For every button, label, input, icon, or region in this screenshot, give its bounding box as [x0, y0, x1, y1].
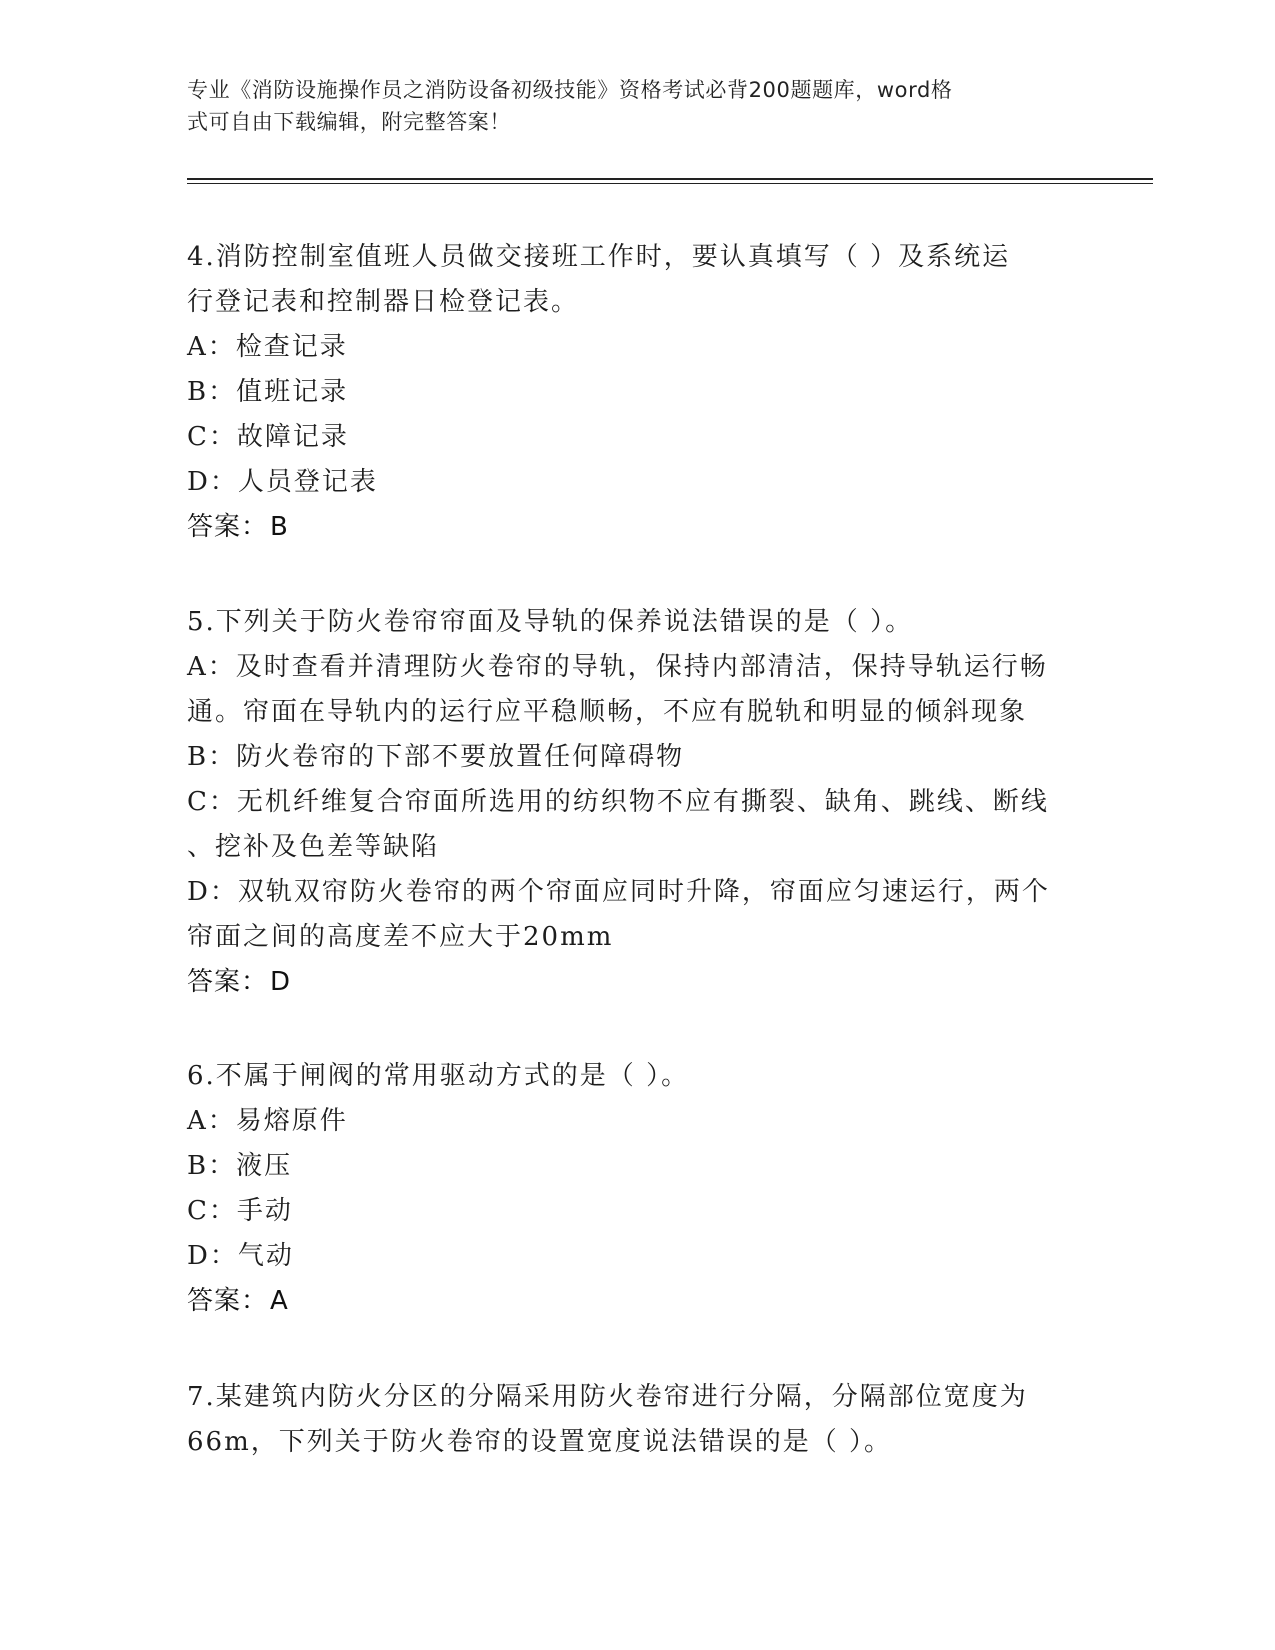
question-stem-line: 7.某建筑内防火分区的分隔采用防火卷帘进行分隔，分隔部位宽度为 [187, 1382, 1028, 1412]
answer-value: A [270, 1286, 289, 1316]
option-b: B：防火卷帘的下部不要放置任何障碍物 [187, 742, 685, 772]
question-5 [187, 600, 1077, 1005]
question-stem-line: 6.不属于闸阀的常用驱动方式的是（ ）。 [187, 1061, 690, 1091]
option-a-continued: 通。帘面在导轨内的运行应平稳顺畅，不应有脱轨和明显的倾斜现象 [187, 697, 1028, 727]
question-stem-line: 行登记表和控制器日检登记表。 [187, 287, 580, 317]
answer-line [187, 505, 1077, 550]
answer-value: D [270, 967, 292, 997]
question-stem-line: 5.下列关于防火卷帘帘面及导轨的保养说法错误的是（ ）。 [187, 607, 914, 637]
header-divider [187, 178, 1153, 180]
header-line: 专业《消防设施操作员之消防设备初级技能》资格考试必背200题题库，word格 [187, 78, 953, 102]
answer-label: 答案： [187, 967, 269, 997]
answer-value: B [270, 512, 289, 542]
option-d: D：双轨双帘防火卷帘的两个帘面应同时升降，帘面应匀速运行，两个 [187, 877, 1050, 907]
document-header [187, 74, 1067, 138]
question-stem-line: 4.消防控制室值班人员做交接班工作时，要认真填写（ ）及系统运 [187, 242, 1011, 272]
question-4 [187, 235, 1077, 550]
answer-label: 答案： [187, 1286, 269, 1316]
option-d: D：气动 [187, 1241, 294, 1271]
question-7 [187, 1375, 1077, 1465]
option-d: D：人员登记表 [187, 467, 378, 497]
answer-label: 答案： [187, 512, 269, 542]
option-a: A：易熔原件 [187, 1106, 348, 1136]
option-a: A：及时查看并清理防火卷帘的导轨，保持内部清洁，保持导轨运行畅 [187, 652, 1048, 682]
option-b: B：液压 [187, 1151, 293, 1181]
question-6 [187, 1054, 1077, 1324]
option-c-continued: 、挖补及色差等缺陷 [187, 832, 440, 862]
header-line: 式可自由下载编辑，附完整答案！ [187, 110, 511, 134]
option-c: C：故障记录 [187, 422, 349, 452]
option-c: C：无机纤维复合帘面所选用的纺织物不应有撕裂、缺角、跳线、断线 [187, 787, 1049, 817]
option-d-continued: 帘面之间的高度差不应大于20mm [187, 922, 614, 952]
option-a: A：检查记录 [187, 332, 348, 362]
header-divider [187, 183, 1153, 184]
option-b: B：值班记录 [187, 377, 349, 407]
question-stem-line: 66m，下列关于防火卷帘的设置宽度说法错误的是（ ）。 [187, 1427, 893, 1457]
option-c: C：手动 [187, 1196, 293, 1226]
answer-line [187, 960, 1077, 1005]
answer-line [187, 1279, 1077, 1324]
